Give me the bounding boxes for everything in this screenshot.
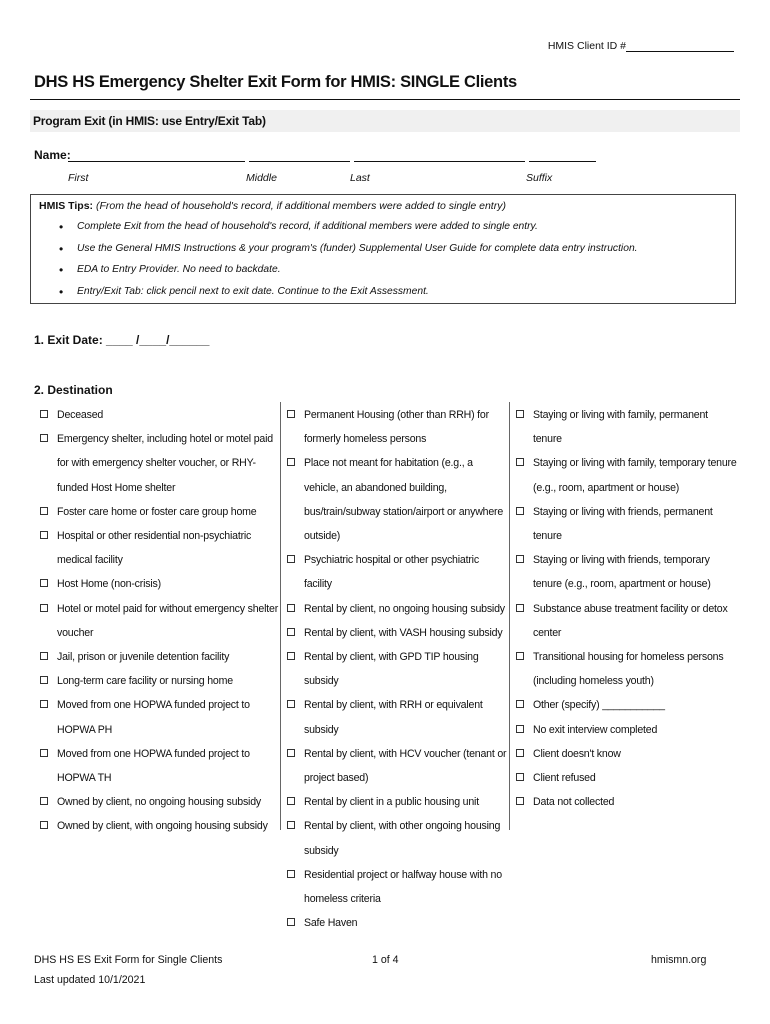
checkbox[interactable] xyxy=(287,700,295,708)
checkbox[interactable] xyxy=(287,458,295,466)
middle-name-caption: Middle xyxy=(246,172,277,184)
checkbox[interactable] xyxy=(287,410,295,418)
destination-option[interactable]: Jail, prison or juvenile detention facility xyxy=(40,645,280,669)
client-id-input-line[interactable] xyxy=(626,40,734,52)
destination-option[interactable]: Rental by client, with RRH or equivalent subsidy xyxy=(287,693,507,741)
destination-option[interactable]: Emergency shelter, including hotel or motel paid for with emergency shelter voucher, or RHY-funded Host Home shelter xyxy=(40,427,280,500)
checkbox[interactable] xyxy=(516,410,524,418)
destination-option[interactable]: Permanent Housing (other than RRH) for formerly homeless persons xyxy=(287,403,507,451)
destination-option[interactable]: Staying or living with friends, temporary tenure (e.g., room, apartment or house) xyxy=(516,548,738,596)
program-exit-banner xyxy=(30,110,740,132)
hmis-tips-list xyxy=(59,221,638,307)
column-divider xyxy=(280,402,281,830)
suffix-field[interactable] xyxy=(529,161,596,162)
destination-option[interactable]: Staying or living with family, temporary tenure (e.g., room, apartment or house) xyxy=(516,451,738,499)
checkbox[interactable] xyxy=(516,797,524,805)
checkbox[interactable] xyxy=(516,725,524,733)
checkbox[interactable] xyxy=(40,700,48,708)
destination-option[interactable]: Substance abuse treatment facility or detox center xyxy=(516,597,738,645)
list-item: • Complete Exit from the head of household's record, if additional members were added to single entry. xyxy=(59,221,638,243)
client-id-label: HMIS Client ID # xyxy=(547,40,626,52)
destination-option[interactable]: Client refused xyxy=(516,766,738,790)
exit-date-field[interactable]: 1. Exit Date: ____ /____/______ xyxy=(34,333,210,347)
destination-option[interactable]: Moved from one HOPWA funded project to HOPWA TH xyxy=(40,742,280,790)
destination-option[interactable]: Owned by client, no ongoing housing subsidy xyxy=(40,790,280,814)
destination-option[interactable]: No exit interview completed xyxy=(516,718,738,742)
checkbox[interactable] xyxy=(40,676,48,684)
footer-left xyxy=(34,950,222,990)
destination-option[interactable]: Rental by client, with GPD TIP housing subsidy xyxy=(287,645,507,693)
middle-name-field[interactable] xyxy=(249,161,350,162)
checkbox[interactable] xyxy=(40,797,48,805)
first-name-caption: First xyxy=(68,172,89,184)
checkbox[interactable] xyxy=(516,700,524,708)
list-item: • Use the General HMIS Instructions & your program's (funder) Supplemental User Guide for complete data entry instruction. xyxy=(59,243,638,265)
destination-option[interactable]: Moved from one HOPWA funded project to HOPWA PH xyxy=(40,693,280,741)
footer-last-updated: Last updated 10/1/2021 xyxy=(34,974,146,986)
client-id-field xyxy=(548,40,734,52)
destination-column-3 xyxy=(516,403,738,814)
checkbox[interactable] xyxy=(287,555,295,563)
destination-option[interactable]: Client doesn't know xyxy=(516,742,738,766)
list-item: • Entry/Exit Tab: click pencil next to exit date. Continue to the Exit Assessment. xyxy=(59,286,638,308)
checkbox[interactable] xyxy=(40,652,48,660)
checkbox[interactable] xyxy=(40,507,48,515)
checkbox[interactable] xyxy=(287,821,295,829)
title-divider xyxy=(30,99,740,100)
destination-option[interactable]: Hotel or motel paid for without emergency shelter voucher xyxy=(40,597,280,645)
checkbox[interactable] xyxy=(40,579,48,587)
destination-column-1 xyxy=(40,403,280,839)
destination-option[interactable]: Staying or living with family, permanent tenure xyxy=(516,403,738,451)
destination-option[interactable]: Data not collected xyxy=(516,790,738,814)
checkbox[interactable] xyxy=(516,604,524,612)
last-name-field[interactable] xyxy=(354,161,525,162)
checkbox[interactable] xyxy=(287,918,295,926)
page-title: DHS HS Emergency Shelter Exit Form for HMIS: SINGLE Clients xyxy=(34,73,517,91)
checkbox[interactable] xyxy=(516,507,524,515)
hmis-tips-intro: (From the head of household's record, if additional members were added to single entry) xyxy=(95,200,506,212)
checkbox[interactable] xyxy=(40,604,48,612)
checkbox[interactable] xyxy=(40,821,48,829)
program-exit-label: Program Exit (in HMIS: use Entry/Exit Tab) xyxy=(33,114,266,128)
hmis-tips-box xyxy=(30,194,736,304)
destination-option[interactable]: Place not meant for habitation (e.g., a vehicle, an abandoned building, bus/train/subway station/airport or anywhere outside) xyxy=(287,451,507,548)
checkbox[interactable] xyxy=(287,870,295,878)
suffix-caption: Suffix xyxy=(526,172,553,184)
checkbox[interactable] xyxy=(40,531,48,539)
last-name-caption: Last xyxy=(350,172,370,184)
destination-option[interactable]: Other (specify) ___________ xyxy=(516,693,738,717)
destination-option[interactable]: Transitional housing for homeless persons (including homeless youth) xyxy=(516,645,738,693)
checkbox[interactable] xyxy=(40,749,48,757)
destination-option[interactable]: Foster care home or foster care group home xyxy=(40,500,280,524)
checkbox[interactable] xyxy=(40,434,48,442)
footer-form-name: DHS HS ES Exit Form for Single Clients xyxy=(34,954,223,966)
destination-option[interactable]: Rental by client in a public housing unit xyxy=(287,790,507,814)
destination-column-2 xyxy=(287,403,507,935)
destination-option[interactable]: Rental by client, no ongoing housing subsidy xyxy=(287,597,507,621)
destination-option[interactable]: Rental by client, with VASH housing subsidy xyxy=(287,621,507,645)
destination-option[interactable]: Owned by client, with ongoing housing subsidy xyxy=(40,814,280,838)
destination-option[interactable]: Long-term care facility or nursing home xyxy=(40,669,280,693)
first-name-field[interactable] xyxy=(68,161,245,162)
checkbox[interactable] xyxy=(287,749,295,757)
checkbox[interactable] xyxy=(287,797,295,805)
destination-option[interactable]: Staying or living with friends, permanent tenure xyxy=(516,500,738,548)
checkbox[interactable] xyxy=(516,749,524,757)
footer-page-number: 1 of 4 xyxy=(372,954,399,966)
destination-option[interactable]: Rental by client, with HCV voucher (tenant or project based) xyxy=(287,742,507,790)
destination-option[interactable]: Hospital or other residential non-psychiatric medical facility xyxy=(40,524,280,572)
checkbox[interactable] xyxy=(516,458,524,466)
destination-option[interactable]: Safe Haven xyxy=(287,911,507,935)
checkbox[interactable] xyxy=(40,410,48,418)
checkbox[interactable] xyxy=(287,628,295,636)
destination-option[interactable]: Residential project or halfway house with no homeless criteria xyxy=(287,863,507,911)
destination-option[interactable]: Psychiatric hospital or other psychiatric facility xyxy=(287,548,507,596)
footer-website: hmismn.org xyxy=(651,954,707,966)
destination-option[interactable]: Host Home (non-crisis) xyxy=(40,572,280,596)
destination-heading: 2. Destination xyxy=(34,383,113,397)
list-item: • EDA to Entry Provider. No need to backdate. xyxy=(59,264,638,286)
destination-option[interactable]: Deceased xyxy=(40,403,280,427)
hmis-tips-label: HMIS Tips: xyxy=(39,200,94,212)
hmis-tips-header xyxy=(39,200,506,212)
checkbox[interactable] xyxy=(287,604,295,612)
column-divider xyxy=(509,402,510,830)
name-label: Name: xyxy=(34,148,71,162)
checkbox[interactable] xyxy=(287,652,295,660)
destination-option[interactable]: Rental by client, with other ongoing housing subsidy xyxy=(287,814,507,862)
checkbox[interactable] xyxy=(516,555,524,563)
checkbox[interactable] xyxy=(516,652,524,660)
checkbox[interactable] xyxy=(516,773,524,781)
